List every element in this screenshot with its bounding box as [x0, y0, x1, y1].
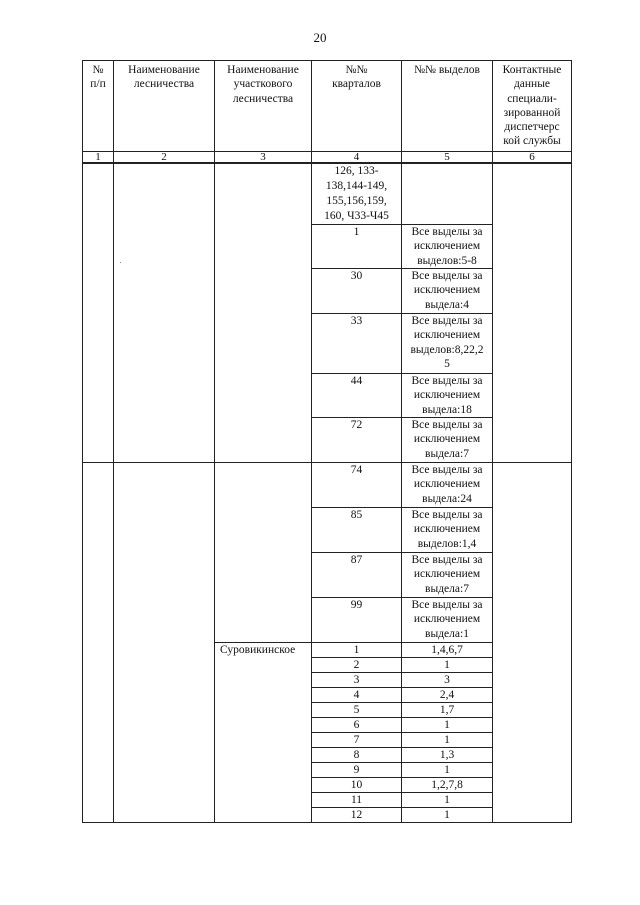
district-cell — [215, 163, 312, 463]
quarters-cell: 85 — [312, 508, 402, 553]
forestry-cell — [114, 463, 215, 823]
text-line: п/п — [90, 78, 106, 91]
quarters-cell: 74 — [312, 463, 402, 508]
column-number-row — [83, 152, 572, 164]
text-line: 5 — [444, 357, 450, 370]
parcels-cell — [402, 463, 493, 508]
quarters-cell: 33 — [312, 314, 402, 374]
text-line: Все выделы за — [411, 419, 483, 431]
parcels-cell: 1 — [402, 808, 493, 823]
text-line: выдела:18 — [422, 403, 472, 416]
header-number — [83, 61, 114, 152]
text-line: №№ выделов — [414, 64, 480, 76]
quarter-cell: 9 — [312, 763, 402, 778]
district-name-cell: Суровикинское — [215, 643, 312, 823]
number-cell — [83, 163, 114, 463]
header-forestry — [114, 61, 215, 152]
text-line: специали- — [507, 92, 557, 105]
text-line: Все выделы за — [411, 226, 483, 238]
text-line: Наименование — [227, 64, 299, 76]
text-line: данные — [513, 78, 551, 91]
text-line: выделов:1,4 — [417, 537, 477, 550]
forestry-cell — [114, 163, 215, 463]
parcels-cell: 1 — [402, 763, 493, 778]
column-number: 4 — [312, 152, 402, 164]
text-line: 155,156,159, — [326, 195, 387, 207]
column-number: 6 — [493, 152, 572, 164]
text-line: Все выделы за — [411, 509, 483, 521]
text-line: лесничества — [232, 92, 294, 105]
quarter-cell: 1 — [312, 643, 402, 658]
column-number: 1 — [83, 152, 114, 164]
parcels-cell — [402, 508, 493, 553]
column-number: 2 — [114, 152, 215, 164]
header-parcels — [402, 61, 493, 152]
parcels-cell: 3 — [402, 673, 493, 688]
text-line: 138,144-149, — [325, 180, 388, 192]
text-line: №№ — [345, 64, 368, 76]
parcels-cell — [402, 418, 493, 463]
text-line: зированной — [503, 106, 561, 119]
text-line: Все выделы за — [411, 464, 483, 476]
text-line: исключением — [413, 329, 481, 342]
text-line: № — [92, 64, 104, 76]
quarter-cell: 11 — [312, 793, 402, 808]
parcels-cell — [402, 598, 493, 643]
text-line: исключением — [413, 478, 481, 491]
contacts-cell — [493, 163, 572, 463]
text-line: выделов:8,22,2 — [410, 343, 484, 356]
parcels-cell: 2,4 — [402, 688, 493, 703]
text-line: исключением — [413, 568, 481, 581]
column-number: 5 — [402, 152, 493, 164]
quarter-cell: 5 — [312, 703, 402, 718]
text-line: выдела:1 — [425, 627, 469, 640]
page-number: 20 — [313, 30, 327, 45]
quarters-cell: 1 — [312, 225, 402, 269]
parcels-cell: 1 — [402, 718, 493, 733]
text-line: исключением — [413, 523, 481, 536]
text-line: Наименование — [128, 64, 200, 76]
parcels-cell — [402, 314, 493, 374]
parcels-cell: 1,2,7,8 — [402, 778, 493, 793]
table-row — [83, 463, 572, 508]
text-line: Все выделы за — [411, 554, 483, 566]
contacts-cell — [493, 463, 572, 823]
quarters-cell: 30 — [312, 269, 402, 314]
header-quarters — [312, 61, 402, 152]
district-cell — [215, 463, 312, 643]
parcels-cell — [402, 374, 493, 418]
header-contacts — [493, 61, 572, 152]
text-line: кой службы — [503, 135, 561, 148]
text-line: выдела:7 — [425, 447, 469, 460]
text-line: выдела:24 — [422, 492, 472, 505]
quarter-cell: 2 — [312, 658, 402, 673]
parcels-cell: 1,4,6,7 — [402, 643, 493, 658]
parcels-cell — [402, 225, 493, 269]
table-body — [83, 163, 572, 823]
quarters-cell — [312, 163, 402, 225]
text-line: исключением — [413, 284, 481, 297]
table-header-row — [83, 61, 572, 152]
text-line: Контактные — [502, 64, 562, 76]
quarter-cell: 12 — [312, 808, 402, 823]
quarters-cell: 87 — [312, 553, 402, 598]
text-line: кварталов — [332, 78, 381, 91]
text-line: исключением — [413, 389, 481, 402]
quarter-cell: 10 — [312, 778, 402, 793]
quarters-cell: 99 — [312, 598, 402, 643]
text-line: Все выделы за — [411, 599, 483, 611]
text-line: Все выделы за — [411, 375, 483, 387]
text-line: 160, Ч33-Ч45 — [324, 210, 389, 222]
text-line: выдела:7 — [425, 582, 469, 595]
quarter-cell: 8 — [312, 748, 402, 763]
quarter-cell: 7 — [312, 733, 402, 748]
parcels-cell: 1 — [402, 793, 493, 808]
parcels-cell — [402, 269, 493, 314]
text-line: лесничества — [133, 78, 195, 91]
parcels-cell: 1 — [402, 733, 493, 748]
quarters-cell: 44 — [312, 374, 402, 418]
text-line: 126, 133- — [334, 165, 379, 177]
quarters-cell: 72 — [312, 418, 402, 463]
text-line: выделов:5-8 — [417, 254, 477, 267]
parcels-cell: 1,7 — [402, 703, 493, 718]
number-cell — [83, 463, 114, 823]
parcels-cell — [402, 553, 493, 598]
text-line: Все выделы за — [411, 315, 483, 327]
table-row — [83, 163, 572, 225]
quarter-cell: 4 — [312, 688, 402, 703]
parcels-cell: 1,3 — [402, 748, 493, 763]
quarter-cell: 6 — [312, 718, 402, 733]
text-line: исключением — [413, 240, 481, 253]
text-line: Все выделы за — [411, 270, 483, 282]
parcels-cell — [402, 163, 493, 225]
text-line: исключением — [413, 613, 481, 626]
text-line: участкового — [233, 78, 293, 91]
text-line: диспетчерс — [504, 121, 560, 134]
parcels-cell: 1 — [402, 658, 493, 673]
column-number: 3 — [215, 152, 312, 164]
header-district — [215, 61, 312, 152]
text-line: исключением — [413, 433, 481, 446]
text-line: выдела:4 — [425, 298, 469, 311]
quarter-cell: 3 — [312, 673, 402, 688]
forest-table — [82, 60, 572, 823]
